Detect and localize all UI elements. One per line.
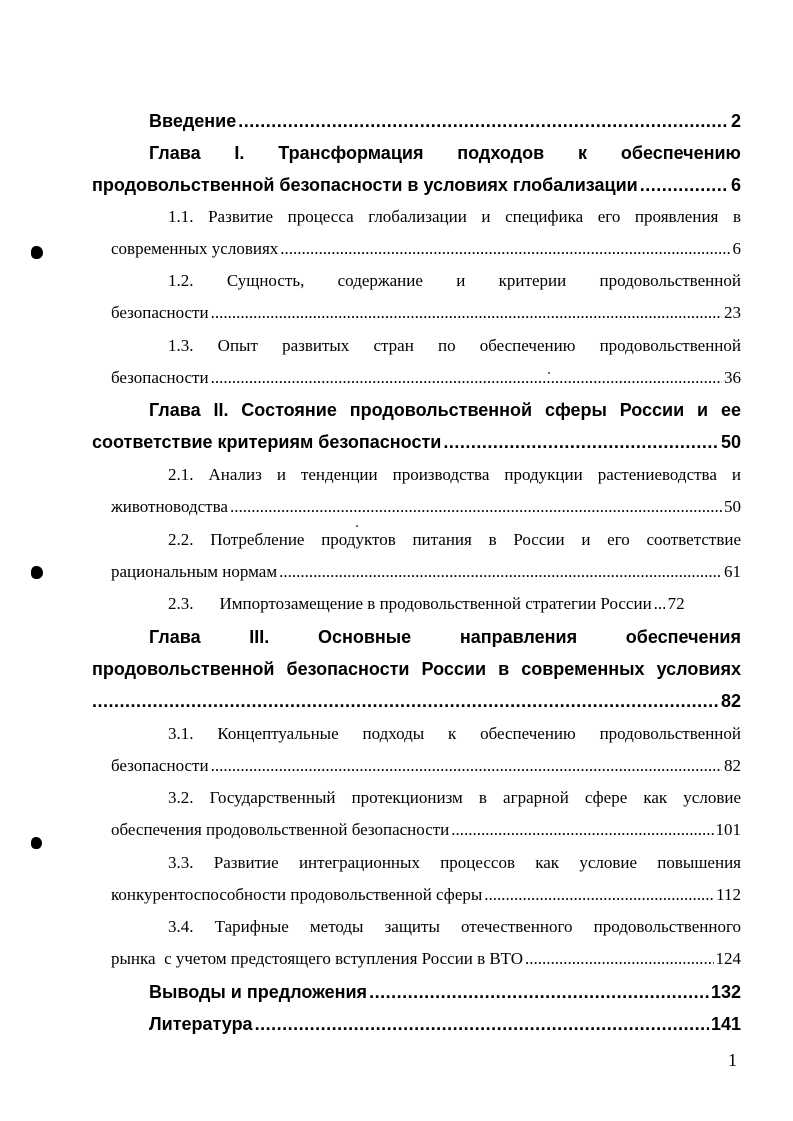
toc-entry-title: Выводы и предложения: [149, 982, 368, 1002]
toc-chapter-2-line1[interactable]: [149, 400, 741, 421]
toc-entry-title: продовольственной безопасности России в современных условиях: [92, 659, 741, 679]
title-word: к: [577, 143, 587, 163]
toc-section-1-1-line2[interactable]: [111, 239, 741, 259]
toc-entry-title: Литература: [149, 1014, 253, 1034]
toc-section-3-4-line1[interactable]: [168, 917, 741, 937]
toc-entry-title: рынка с учетом предстоящего вступления России в ВТО: [111, 949, 523, 968]
toc-page-number: 82: [720, 691, 741, 711]
toc-entry-title: конкурентоспособности продовольственной сферы: [111, 885, 483, 904]
toc-page-number: 82: [724, 756, 741, 775]
toc-page-number: 72: [667, 594, 685, 613]
toc-entry-title: Глава II. Состояние продовольственной сферы России и ее: [149, 400, 741, 420]
toc-page-number: 36: [724, 368, 741, 387]
dot-leader: [255, 1014, 709, 1035]
toc-chapter-1-line1[interactable]: [149, 143, 741, 164]
toc-page-number: 2: [730, 111, 741, 131]
toc-section-2-1-line2[interactable]: [111, 497, 741, 517]
toc-page-number: 141: [710, 1014, 741, 1034]
toc-section-1-2-line2[interactable]: [111, 303, 741, 323]
title-word: Трансформация: [278, 143, 424, 163]
dot-leader: [525, 949, 714, 969]
dot-leader: [92, 691, 719, 712]
title-word: Сущность,: [226, 271, 305, 290]
title-word: содержание: [337, 271, 423, 290]
title-word: направления: [459, 627, 578, 647]
toc-section-1-1-line1[interactable]: [168, 207, 741, 227]
toc-entry-title: 1.3. Опыт развитых стран по обеспечению продовольственной: [168, 336, 741, 355]
dot-leader: [230, 497, 722, 517]
toc-chapter-2-line2[interactable]: [92, 432, 741, 453]
dot-leader: [280, 239, 730, 259]
toc-section-3-3-line1[interactable]: [168, 853, 741, 873]
toc-page-number: 61: [724, 562, 741, 581]
toc-section-3-1-line1[interactable]: [168, 724, 741, 744]
toc-page-number: 6: [730, 175, 741, 195]
punch-hole-mark: [31, 566, 43, 579]
toc-entry-title: соответствие критериям безопасности: [92, 432, 442, 452]
dot-leader: [451, 820, 713, 840]
title-word: 1.2.: [168, 271, 194, 290]
title-word: обеспечению: [620, 143, 741, 163]
toc-section-1-3-line2[interactable]: [111, 368, 741, 388]
title-word: подходов: [457, 143, 545, 163]
section-number: 2.3.: [168, 594, 194, 613]
toc-entry-literature[interactable]: [149, 1014, 741, 1035]
toc-entry-title: 3.2. Государственный протекционизм в аграрной сфере как условие: [168, 788, 741, 807]
dot-leader: [484, 885, 714, 905]
toc-chapter-3-line2[interactable]: [92, 659, 741, 680]
toc-entry-title: 3.4. Тарифные методы защиты отечественного продовольственного: [168, 917, 741, 936]
dot-leader: [369, 982, 709, 1003]
toc-entry-intro[interactable]: [149, 111, 741, 132]
toc-entry-title: безопасности: [111, 368, 209, 387]
toc-entry-conclusions[interactable]: [149, 982, 741, 1003]
title-word: Основные: [317, 627, 412, 647]
toc-section-3-3-line2[interactable]: [111, 885, 741, 905]
toc-page-number: 132: [710, 982, 741, 1002]
toc-page-number: 23: [724, 303, 741, 322]
toc-section-1-2-line1[interactable]: [168, 271, 741, 291]
dot-leader: [238, 111, 729, 132]
toc-entry-title: животноводства: [111, 497, 228, 516]
toc-section-3-2-line2[interactable]: [111, 820, 741, 840]
toc-chapter-3-line1[interactable]: [149, 627, 741, 648]
punch-hole-mark: [31, 246, 43, 259]
toc-entry-title: безопасности: [111, 303, 209, 322]
toc-entry-title: Введение: [149, 111, 237, 131]
toc-chapter-1-line2[interactable]: [92, 175, 741, 196]
toc-page-number: 112: [716, 885, 741, 904]
toc-entry-title: 2.1. Анализ и тенденции производства продукции растениеводства и: [168, 465, 741, 484]
chapter-prefix: Глава: [149, 143, 201, 163]
toc-chapter-3-line3[interactable]: [92, 691, 741, 712]
toc-section-2-2-line2[interactable]: [111, 562, 741, 582]
punch-hole-mark: [31, 837, 42, 849]
toc-section-3-4-line2[interactable]: [111, 949, 741, 969]
title-word: обеспечения: [625, 627, 741, 647]
toc-entry-title: безопасности: [111, 756, 209, 775]
title-word: критерии: [498, 271, 567, 290]
toc-page-number: 50: [724, 497, 741, 516]
toc-page-number: 124: [715, 949, 741, 968]
dot-leader: [640, 175, 729, 196]
title-word: и: [456, 271, 466, 290]
dot-leader: [279, 562, 722, 582]
scan-speck: [356, 525, 358, 527]
toc-entry-title: рациональным нормам: [111, 562, 278, 581]
toc-section-2-1-line1[interactable]: [168, 465, 741, 485]
page-number: 1: [728, 1050, 737, 1070]
toc-page-number: 101: [715, 820, 741, 839]
dot-leader: [211, 756, 722, 776]
dot-leader: [654, 594, 666, 614]
toc-page-number: 50: [720, 432, 741, 452]
toc-entry-title: 2.2. Потребление продуктов питания в России и его соответствие: [168, 530, 741, 549]
toc-section-2-3[interactable]: [168, 594, 741, 614]
toc-page-number: 6: [732, 239, 741, 258]
chapter-prefix: Глава: [149, 627, 201, 647]
toc-entry-title: 1.1. Развитие процесса глобализации и специфика его проявления в: [168, 207, 741, 226]
title-word: продовольственной: [599, 271, 741, 290]
toc-entry-title: обеспечения продовольственной безопасности: [111, 820, 450, 839]
chapter-number: I.: [234, 143, 245, 163]
toc-section-1-3-line1[interactable]: [168, 336, 741, 356]
dot-leader: [443, 432, 719, 453]
toc-entry-title: 3.3. Развитие интеграционных процессов как условие повышения: [168, 853, 741, 872]
toc-section-3-2-line1[interactable]: [168, 788, 741, 808]
chapter-number: III.: [249, 627, 270, 647]
toc-entry-title: 3.1. Концептуальные подходы к обеспечению продовольственной: [168, 724, 741, 743]
dot-leader: [211, 368, 722, 388]
toc-section-3-1-line2[interactable]: [111, 756, 741, 776]
toc-entry-title: Импортозамещение в продовольственной стратегии России: [219, 594, 652, 613]
toc-entry-title: продовольственной безопасности в условиях глобализации: [92, 175, 638, 195]
toc-entry-title: современных условиях: [111, 239, 279, 258]
toc-section-2-2-line1[interactable]: [168, 530, 741, 550]
dot-leader: [211, 303, 722, 323]
